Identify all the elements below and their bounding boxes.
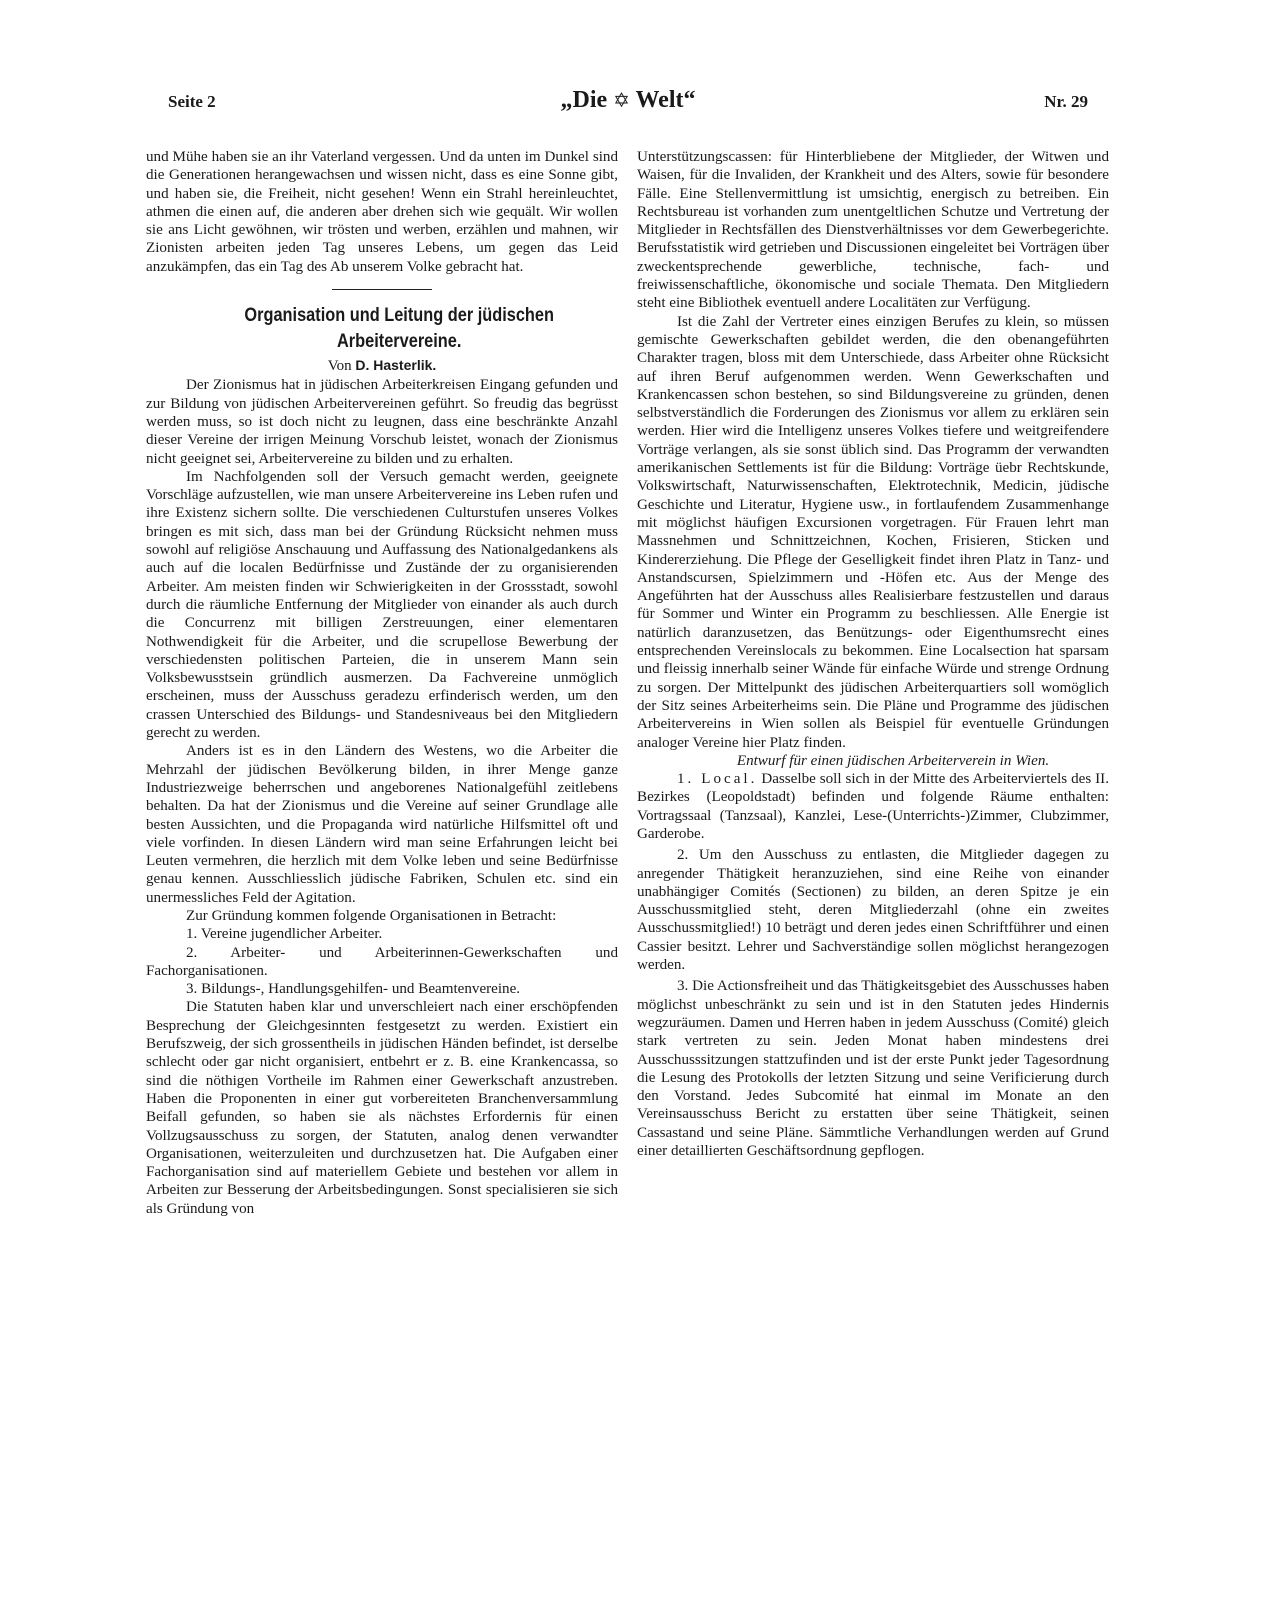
item-label-local: 1. Local. [677, 771, 758, 788]
article-title-line-1: Organisation und Leitung der jüdischen [244, 305, 554, 327]
paragraph: Der Zionismus hat in jüdischen Arbeiterkreisen Eingang gefunden und zur Bildung von jüdischen Arbeitervereinen geführt. So freudig das begrüsst werden muss, so ist doch nicht zu leugnen, dass eine beschränkte Anzahl dieser Vereine der irrigen Meinung Vorschub leistet, wonach der Zionismus nicht geeignet sei, Arbeitervereine zu bilden und zu erhalten. [146, 377, 618, 467]
byline-prefix: Von [327, 358, 352, 375]
byline [146, 356, 618, 375]
masthead-title-right: Welt“ [635, 87, 696, 113]
masthead-title [168, 87, 1088, 114]
paragraph: Ist die Zahl der Vertreter eines einzigen Berufes zu klein, so müssen gemischte Gewerkschaften gebildet werden, die den obenangeführten Charakter tragen, bloss mit dem Unterschiede, dass Arbeiter ohne Rücksicht auf ihren Beruf aufgenommen werden. Wenn Gewerkschaften und Krankencassen schon bestehen, so sind Bildungsvereine zu gründen, denen selbstverständlich die Forderungen des Zionismus vor allem zu erklären sein werden. Hier wird die Intelligenz unseres Volkes tiefere und weitgreifendere Vorträge verlangen, als sie sonst üblich sind. Das Programm der verwandten amerikanischen Settlements ist für die Bildung: Vorträge üebr Rechtskunde, Volkswirtschaft, Naturwissenschaften, Elektrotechnik, Medicin, jüdische Geschichte und Literatur, Hygiene usw., in fortlaufendem Zusammenhange mit möglichst häufigen Excursionen vorgetragen. Für Frauen lehrt man Massnehmen und Schnittzeichnen, Kochen, Frisieren, Sticken und Kindererziehung. Die Pflege der Geselligkeit findet ihren Platz in Tanz- und Anstandscursen, Spielzimmern und -Höfen etc. Aus der Menge des Angeführten hat der Ausschuss alles Realisierbare festzustellen und daraus für Sommer und Winter ein Programm zu beschliessen. Alle Energie ist natürlich daranzusetzen, das Benützungs- oder Eigenthumsrecht eines entsprechenden Vereinslocals zu bekommen. Eine Localsection hat sparsam und fleissig innerhalb seiner Wände für einfache Würde und strenge Ordnung zu sorgen. Der Mittelpunkt des jüdischen Arbeiterquartiers soll womöglich der Sitz seines Arbeiterheims sein. Die Pläne und Programme des jüdischen Arbeitervereins in Wien sollen als Beispiel für eventuelle Gründungen analoger Vereine hier Platz finden. [637, 313, 1109, 751]
list-item: 2. Arbeiter- und Arbeiterinnen-Gewerkschaften und Fachorganisationen. [146, 944, 618, 979]
star-of-david-icon: ✡ [613, 90, 630, 112]
paragraph: Unterstützungscassen: für Hinterbliebene der Mitglieder, der Witwen und Waisen, für die Invaliden, der Krankheit und des Alters, sowie für besondere Fälle. Eine Stellenvermittlung ist umsichtig, energisch zu betreiben. Ein Rechtsbureau ist vorhanden zum unentgeltlichen Schutze und Vertretung der Mitglieder in Rechtsfällen des Dienstverhältnisses vor dem Gewerbegerichte. Berufsstatistik wird getrieben und Discussionen eingeleitet bei Vorträgen über zweckentsprechende gewerbliche, technische, fach- und freiwissenschaftliche, ökonomische und sociale Themata. Den Mitgliedern steht eine Bibliothek eventuell andere Localitäten zur Verfügung. [637, 149, 1109, 312]
draft-subheading: Entwurf für einen jüdischen Arbeiterverein in Wien. [736, 752, 1050, 769]
list-item: 3. Bildungs-, Handlungsgehilfen- und Beamtenvereine. [186, 981, 521, 998]
masthead-title-left: „Die [560, 87, 608, 113]
list-item [637, 770, 1109, 843]
left-column [146, 148, 618, 1218]
byline-author: D. Hasterlik. [355, 357, 437, 374]
issue-number: Nr. 29 [1044, 92, 1088, 111]
paragraph: Im Nachfolgenden soll der Versuch gemacht werden, geeignete Vorschläge aufzustellen, wie man unsere Arbeitervereine ins Leben rufen und ihre Existenz sichern sollte. Die verschiedenen Culturstufen unseres Volkes bringen es mit sich, dass man bei der Gründung Rücksicht nehmen muss sowohl auf religiöse Anschauung und Auffassung des Nationalgedankens als auch auf die localen Bedürfnisse und Zustände der zu organisierenden Arbeiter. Am meisten finden wir Schwierigkeiten in der Grossstadt, sowohl durch die räumliche Entfernung der Mitglieder von einander als auch durch die Concurrenz mit billigen Zerstreuungen, einer elementaren Nothwendigkeit für die Arbeiter, und die scrupellose Bewerbung der verschiedensten politischen Parteien, die in unserem Mann sein Volksbewusstsein gründlich ausmerzen. Da Fachvereine unmöglich erscheinen, muss der Ausschuss geradezu erfinderisch werden, um den crassen Unterschied des Bildungs- und Standesniveaus bei den Mitgliedern gerecht zu werden. [146, 468, 618, 742]
paragraph: Anders ist es in den Ländern des Westens, wo die Arbeiter die Mehrzahl der jüdischen Bevölkerung bilden, in ihrer Menge ganze Industriezweige beherrschen und angeborenes Nationalgefühl zeitlebens behalten. Da hat der Zionismus und die Vereine auf seiner Grundlage alle besten Aussichten, und die Propaganda wird natürliche Hilfsmittel oft und viele vorfinden. In diesen Ländern wird man seine Erfahrungen leicht bei Leuten vermehren, die herzlich mit dem Volke leben und seine Bedürfnisse genau kennen. Ausschliesslich jüdische Fabriken, Schulen etc. sind ein unermessliches Feld der Agitation. [146, 743, 618, 906]
article-title-line-2: Arbeitervereine. [336, 331, 462, 353]
page-number: Seite 2 [168, 92, 216, 111]
running-head [168, 87, 1088, 120]
item-text-local: Dasselbe soll sich in der Mitte des Arbeiterviertels des II. Bezirkes (Leopoldstadt) befinden und folgende Räume enthalten: Vortragssaal (Tanzsaal), Kanzlei, Lese-(Unterrichts-)Zimmer, Clubzimmer, Garderobe. [637, 771, 1109, 842]
section-divider [332, 289, 432, 290]
paragraph: Die Statuten haben klar und unverschleiert nach einer erschöpfenden Besprechung der Gleichgesinnten festgesetzt zu werden. Existiert ein Berufszweig, der sich grossentheils in jüdischen Händen befindet, ist derselbe schlecht oder gar nicht organisiert, entbehrt er z. B. eine Krankencassa, so sind die nöthigen Vortheile im Rahmen einer Gewerkschaft anzustreben. Haben die Proponenten in einer gut vorbereiteten Branchenversammlung Beifall gefunden, so haben sie als nächstes Erfordernis für einen Vollzugsausschuss zu sorgen, der Statuten, analog denen verwandter Organisationen, weiterzuleiten und durchzusetzen hat. Die Aufgaben einer Fachorganisation sind auf materiellem Gebiete und bestehen vor allem in Arbeiten zur Besserung der Arbeitsbedingungen. Sonst specialisieren sie sich als Gründung von [146, 999, 618, 1217]
intro-paragraph: und Mühe haben sie an ihr Vaterland vergessen. Und da unten im Dunkel sind die Generationen herangewachsen und wissen nicht, dass es eine Sonne gibt, und haben sie, die Freiheit, nicht gesehen! Wenn ein Strahl hereinleuchtet, athmen die einen auf, die anderen aber drehen sich wie gequält. Wir wollen sie ans Licht gewöhnen, wir trösten und werben, erzählen und mahnen, wir Zionisten arbeiten jeden Tag unseres Lebens, um gegen das Leid anzukämpfen, das ein Tag des Ab unserem Volke gebracht hat. [146, 149, 618, 275]
list-item: 3. Die Actionsfreiheit und das Thätigkeitsgebiet des Ausschusses haben möglichst unbeschränkt zu sein und ist in den Statuten jedes Hindernis wegzuräumen. Damen und Herren haben in jedem Ausschuss (Comité) gleich stark vertreten zu sein. Jeden Monat haben mindestens drei Ausschusssitzungen stattzufinden und ist der erste Punkt jeder Tagesordnung die Lesung des Protokolls der letzten Sitzung und seine Verificierung durch den Vorstand. Jedes Subcomité hat einmal im Monate an den Vereinsausschuss Bericht zu erstatten über seine Thätigkeit, seinen Cassastand und seine Pläne. Sämmtliche Verhandlungen werden auf Grund einer detaillierten Geschäftsordnung gepflogen. [637, 978, 1109, 1160]
list-item: 1. Vereine jugendlicher Arbeiter. [186, 926, 383, 943]
paragraph: Zur Gründung kommen folgende Organisationen in Betracht: [186, 907, 557, 924]
right-column [637, 148, 1109, 1160]
list-item: 2. Um den Ausschuss zu entlasten, die Mitglieder dagegen zu anregender Thätigkeit heranzuziehen, sind eine Reihe von einander unabhängiger Comités (Sectionen) zu bilden, an deren Spitze je ein Ausschussmitglied steht, deren Mitgliederzahl (ohne ein zweites Ausschussmitglied!) 10 beträgt und deren jedes einen Schriftführer und einen Cassier besitzt. Lehrer und Sachverständige sollen möglichst herangezogen werden. [637, 847, 1109, 974]
